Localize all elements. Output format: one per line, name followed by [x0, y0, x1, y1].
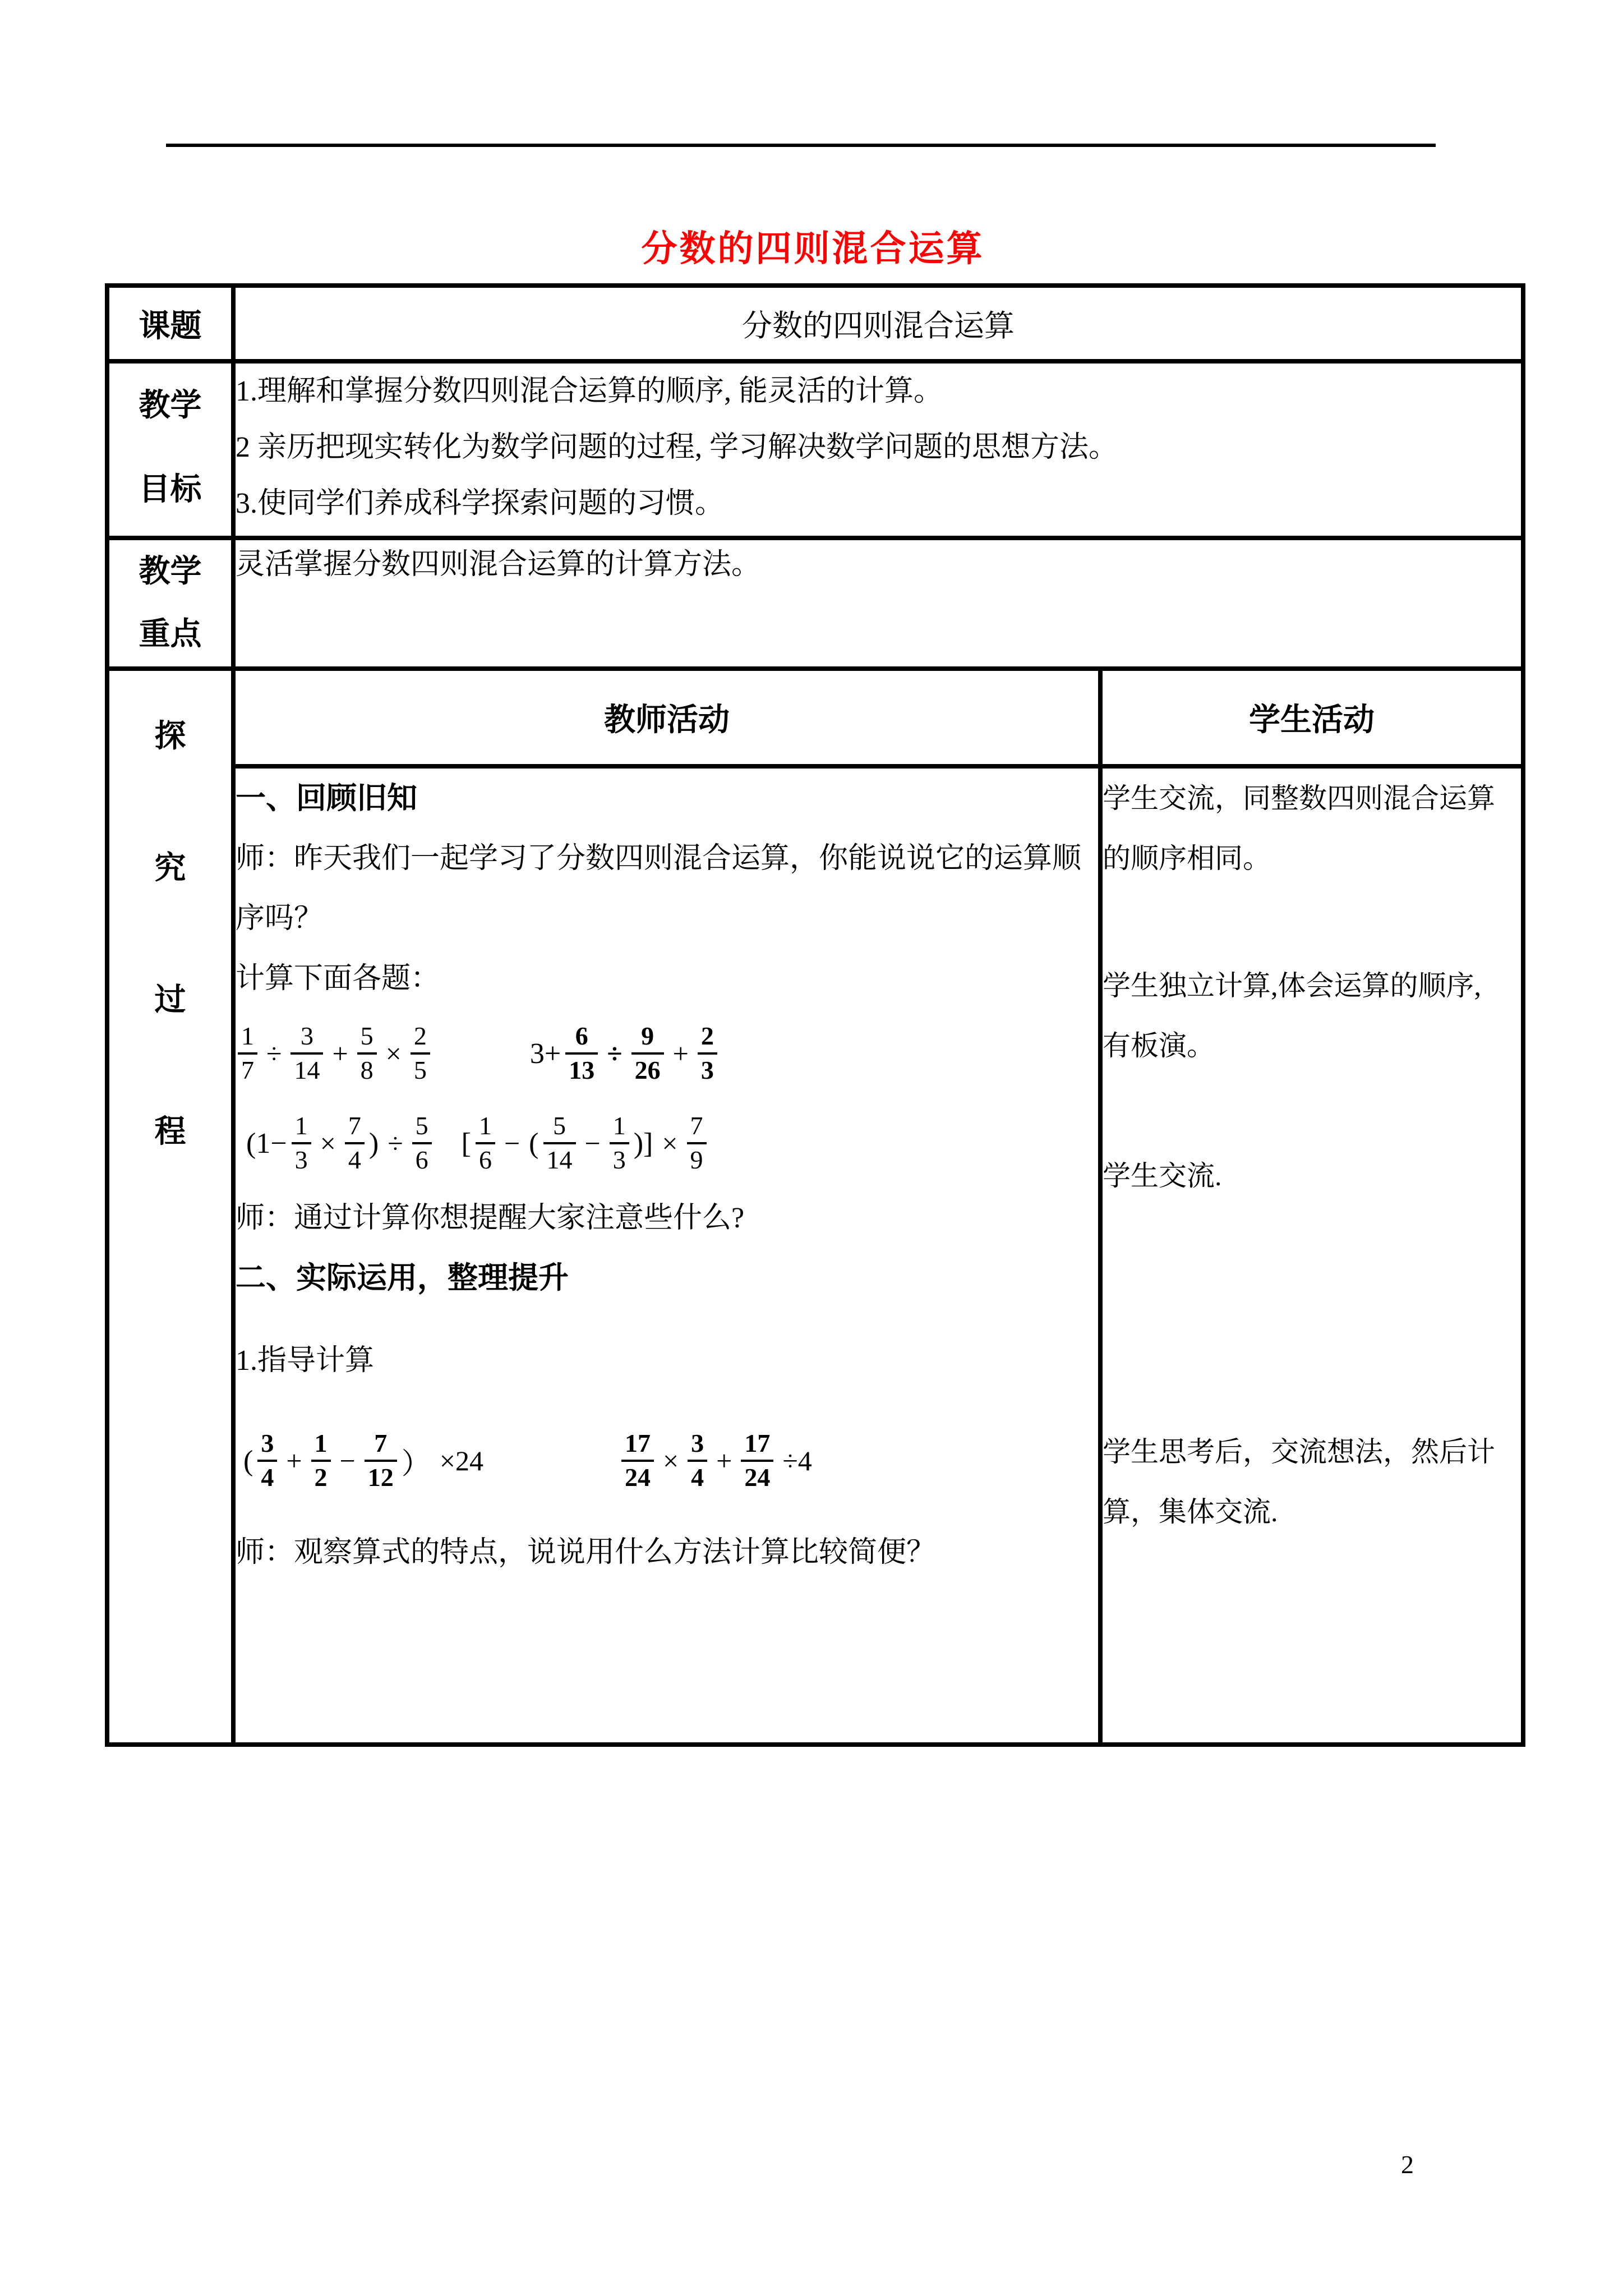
- focus-label: [107, 538, 233, 669]
- student-line-1: 学生交流，同整数四则混合运算: [1103, 783, 1495, 814]
- fraction-5-6: $\frac{5}{6}$: [412, 1112, 432, 1174]
- goals-content: [233, 361, 1523, 538]
- goal-item-2: 2 亲历把现实转化为数学问题的过程, 学习解决数学问题的思想方法。: [236, 431, 1118, 463]
- process-label: [107, 669, 233, 1745]
- operator-symbol: +: [672, 1038, 689, 1069]
- student-line-4: 有板演。: [1103, 1030, 1215, 1061]
- operator-symbol: +: [332, 1038, 348, 1069]
- teacher-section-1: 一、回顾旧知: [236, 781, 417, 815]
- teacher-remind: 师：通过计算你想提醒大家注意些什么?: [236, 1202, 745, 1234]
- expression-line-2: [236, 1098, 1098, 1188]
- goal-item-3: 3.使同学们养成科学探索问题的习惯。: [236, 487, 725, 519]
- goals-label-line2: 目标: [139, 472, 202, 507]
- teacher-section-2: 二、实际运用，整理提升: [236, 1261, 569, 1295]
- student-line-6: 学生思考后，交流想法，然后计: [1103, 1436, 1495, 1467]
- table-row-goals: [107, 361, 1523, 538]
- operator-symbol: ×: [385, 1038, 402, 1069]
- expression-text: (: [243, 1444, 253, 1477]
- goals-label: [107, 361, 233, 538]
- process-char-3: 过: [154, 983, 186, 1018]
- teacher-calc-prompt: 计算下面各题：: [236, 963, 440, 995]
- expression-line-3: [236, 1416, 1098, 1506]
- expression-2a: [244, 1112, 434, 1174]
- table-row-activity-content: [107, 766, 1523, 1745]
- expression-3b: [619, 1429, 819, 1492]
- operator-symbol: ÷: [388, 1128, 403, 1159]
- page-title: 分数的四则混合运算: [641, 229, 985, 269]
- focus-label-line2: 重点: [139, 617, 202, 652]
- table-row-topic: [107, 286, 1523, 361]
- goal-item-1: 1.理解和掌握分数四则混合运算的顺序, 能灵活的计算。: [236, 375, 943, 407]
- expression-text: (1−: [246, 1127, 287, 1159]
- fraction-7-4: $\frac{7}{4}$: [345, 1112, 365, 1174]
- operator-symbol: ÷4: [782, 1445, 812, 1476]
- process-char-4: 程: [154, 1115, 186, 1149]
- teacher-activity-header: 教师活动: [233, 669, 1100, 766]
- fraction-1-2: $\frac{1}{2}$: [311, 1429, 331, 1492]
- fraction-1-6: $\frac{1}{6}$: [476, 1112, 495, 1174]
- operator-symbol: −: [339, 1445, 356, 1476]
- operator-symbol: ×: [662, 1445, 679, 1476]
- fraction-7-9: $\frac{7}{9}$: [687, 1112, 707, 1174]
- header-rule: [166, 144, 1436, 147]
- fraction-2-3: $\frac{2}{3}$: [698, 1022, 717, 1084]
- process-char-1: 探: [154, 719, 186, 754]
- operator-symbol: ×24: [439, 1445, 483, 1476]
- fraction-17-24: $\frac{17}{24}$: [741, 1429, 773, 1492]
- expression-text: [: [461, 1127, 471, 1159]
- fraction-5-14: $\frac{5}{14}$: [543, 1112, 576, 1174]
- operator-symbol: ÷: [266, 1038, 282, 1069]
- operator-symbol: ×: [320, 1128, 336, 1159]
- table-row-activity-headers: [107, 669, 1523, 766]
- fraction-9-26: $\frac{9}{26}$: [631, 1022, 664, 1084]
- expression-3a: [241, 1429, 490, 1492]
- operator-symbol: +: [716, 1445, 732, 1476]
- fraction-3-4: $\frac{3}{4}$: [257, 1429, 277, 1492]
- student-line-7: 算，集体交流.: [1103, 1496, 1278, 1527]
- operator-symbol: ÷: [607, 1038, 623, 1069]
- operator-symbol: −: [504, 1128, 520, 1159]
- fraction-17-24: $\frac{17}{24}$: [621, 1429, 654, 1492]
- goals-label-line1: 教学: [139, 388, 202, 423]
- expression-text: ): [368, 1127, 379, 1159]
- fraction-3-4: $\frac{3}{4}$: [688, 1429, 707, 1492]
- table-row-focus: [107, 538, 1523, 669]
- expression-text: ）: [401, 1448, 431, 1480]
- expression-text: (: [529, 1127, 539, 1159]
- teacher-question-line2: 序吗？: [236, 903, 324, 935]
- fraction-1-3: $\frac{1}{3}$: [610, 1112, 629, 1174]
- fraction-6-13: $\frac{6}{13}$: [565, 1022, 598, 1084]
- operator-symbol: +: [286, 1445, 302, 1476]
- teacher-activity-cell: [233, 766, 1100, 1745]
- teacher-guide: 1.指导计算: [236, 1345, 375, 1377]
- expression-text: )]: [633, 1127, 653, 1159]
- process-char-2: 究: [154, 851, 186, 886]
- fraction-1-7: $\frac{1}{7}$: [238, 1022, 257, 1084]
- expression-1b: [528, 1022, 720, 1084]
- focus-content: 灵活掌握分数四则混合运算的计算方法。: [233, 538, 1523, 669]
- teacher-observe: 师：观察算式的特点，说说用什么方法计算比较简便？: [236, 1536, 936, 1568]
- fraction-3-14: $\frac{3}{14}$: [291, 1022, 323, 1084]
- student-activity-cell: [1100, 766, 1523, 1745]
- student-line-5: 学生交流.: [1103, 1160, 1222, 1191]
- expression-line-1: [236, 1009, 1098, 1098]
- expression-text: 3+: [529, 1037, 561, 1070]
- expression-1a: [236, 1022, 432, 1084]
- lesson-plan-table: [105, 283, 1525, 1747]
- student-line-2: 的顺序相同。: [1103, 843, 1271, 874]
- student-activity-header: 学生活动: [1100, 669, 1523, 766]
- fraction-1-3: $\frac{1}{3}$: [292, 1112, 311, 1174]
- fraction-2-5: $\frac{2}{5}$: [411, 1022, 430, 1084]
- page-number: 2: [1401, 2150, 1414, 2179]
- student-line-3: 学生独立计算,体会运算的顺序,: [1103, 970, 1481, 1001]
- teacher-question-line1: 师：昨天我们一起学习了分数四则混合运算，你能说说它的运算顺: [236, 843, 1082, 875]
- fraction-5-8: $\frac{5}{8}$: [357, 1022, 377, 1084]
- fraction-7-12: $\frac{7}{12}$: [365, 1429, 397, 1492]
- focus-label-line1: 教学: [139, 554, 202, 589]
- operator-symbol: −: [584, 1128, 601, 1159]
- operator-symbol: ×: [662, 1128, 678, 1159]
- topic-value: 分数的四则混合运算: [233, 286, 1523, 361]
- topic-label: 课题: [107, 286, 233, 361]
- expression-2b: [459, 1112, 709, 1174]
